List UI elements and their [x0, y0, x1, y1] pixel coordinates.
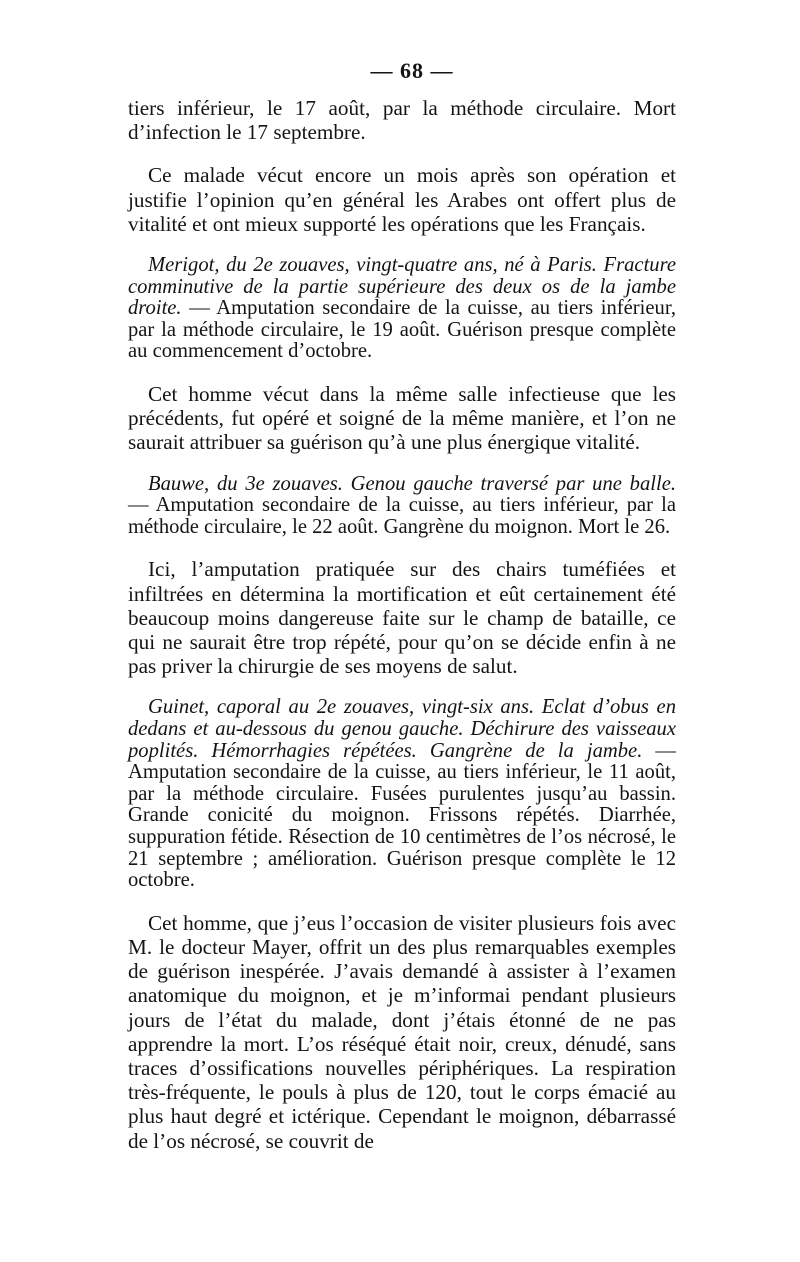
case-report-guinet	[128, 697, 676, 891]
paragraph-continuation: tiers inférieur, le 17 août, par la méthode circulaire. Mort d’infection le 17 septembre.	[128, 96, 676, 145]
case-text: — Amputation secondaire de la cuisse, au tiers inférieur, par la méthode circulaire, le 22 août. Gangrène du moignon. Mort le 26.	[128, 494, 676, 538]
case-heading: Guinet, caporal au 2e zouaves, vingt-six ans. Eclat d’obus en dedans et au-dessous du genou gauche. Déchirure des vaisseaux poplités. Hémorrhagies répétées. Gangrène de la jambe.	[128, 696, 676, 762]
case-report-bauwe	[128, 474, 676, 539]
case-text: — Amputation secondaire de la cuisse, au tiers inférieur, le 11 août, par la méthode circulaire. Fusées purulentes jusqu’au bassin. Grande conicité du moignon. Frissons répétés. Diarrhée, suppuration fétide. Résection de 10 centimètres de l’os nécrosé, le 21 septembre ; amélioration. Guérison presque complète le 12 octobre.	[128, 739, 676, 892]
paragraph: Ici, l’amputation pratiquée sur des chairs tuméfiées et infiltrées en détermina la mortification et eût certainement été beaucoup moins dangereuse faite sur le champ de bataille, ce qui ne saurait être trop répété, pour qu’on se décide enfin à ne pas priver la chirurgie de ses moyens de salut.	[128, 557, 676, 679]
case-text: — Amputation secondaire de la cuisse, au tiers inférieur, par la méthode circulaire, le 19 août. Guérison presque complète au commencement d’octobre.	[128, 297, 676, 363]
paragraph: Ce malade vécut encore un mois après son opération et justifie l’opinion qu’en général les Arabes ont offert plus de vitalité et ont mieux supporté les opérations que les Français.	[128, 163, 676, 236]
paragraph: Cet homme vécut dans la même salle infectieuse que les précédents, fut opéré et soigné de la même manière, et l’on ne saurait attribuer sa guérison qu’à une plus énergique vitalité.	[128, 381, 676, 455]
case-report-merigot	[128, 255, 676, 363]
case-heading: Bauwe, du 3e zouaves. Genou gauche traversé par une balle.	[148, 472, 676, 495]
page-number: — 68 —	[370, 58, 454, 83]
paragraph: Cet homme, que j’eus l’occasion de visiter plusieurs fois avec M. le docteur Mayer, offrit un des plus remarquables exemples de guérison inespérée. J’avais demandé à assister à l’examen anatomique du moignon, et je m’informai pendant plusieurs jours de l’état du malade, dont j’étais étonné de ne pas apprendre la mort. L’os réséqué était noir, creux, dénudé, sans traces d’ossifications nouvelles périphériques. La respiration très-fréquente, le pouls à plus de 120, tout le corps émacié au plus haut degré et ictérique. Cependant le moignon, débarrassé de l’os nécrosé, se couvrit de	[128, 910, 676, 1153]
case-heading: Merigot, du 2e zouaves, vingt-quatre ans, né à Paris. Fracture comminutive de la partie supérieure des deux os de la jambe droite.	[128, 254, 676, 320]
